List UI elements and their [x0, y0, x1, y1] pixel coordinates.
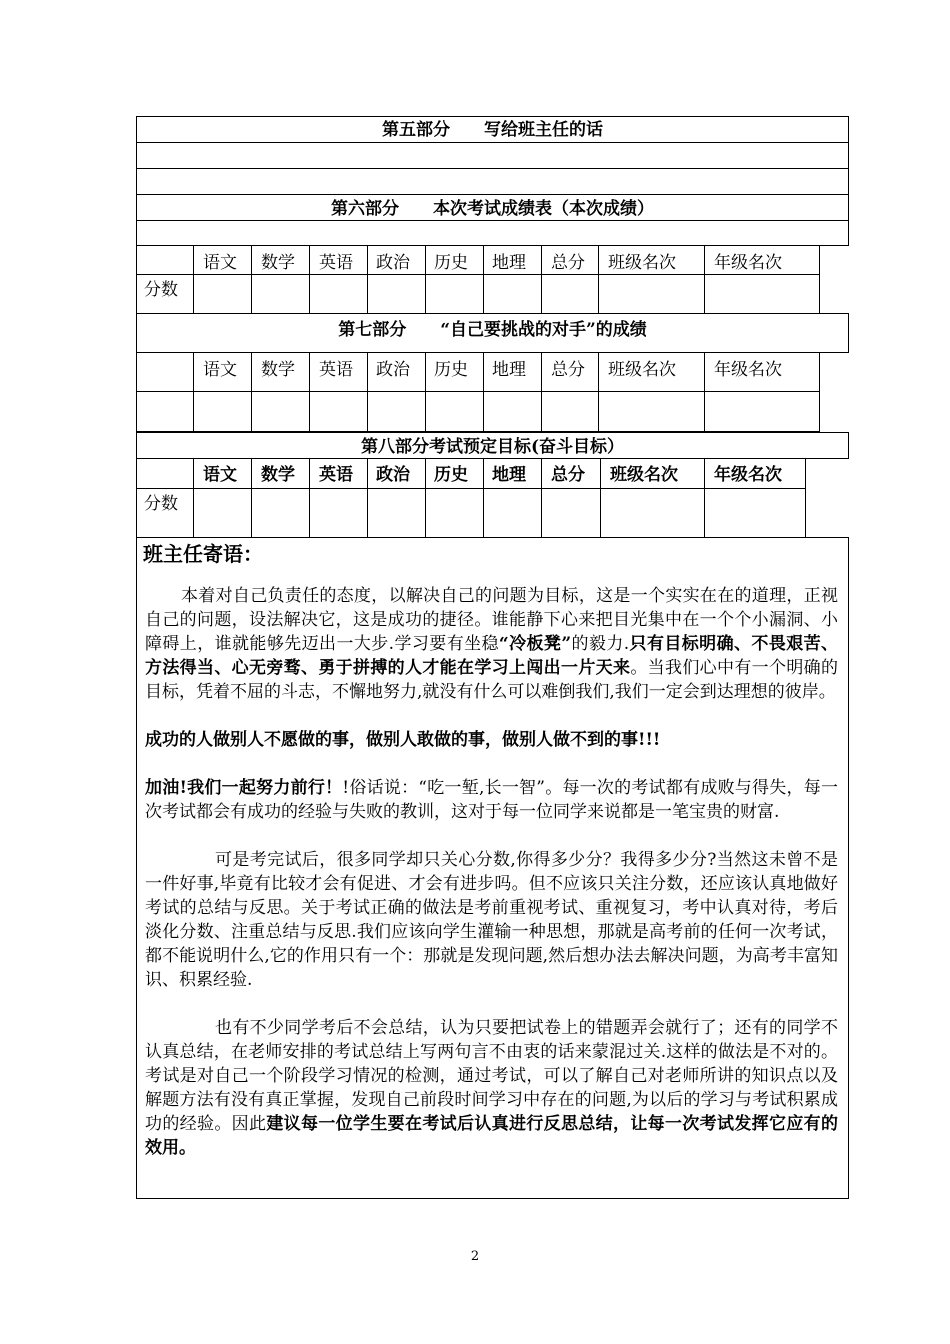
s7-subject-math: 数学 [261, 360, 295, 380]
s7-subject-chinese: 语文 [203, 360, 237, 380]
s7-subject-english: 英语 [319, 360, 353, 380]
p5-text: 也有不少同学考后不会总结，认为只要把试卷上的错题弄会就行了；还有的同学不认真总结，在老师安排的考试总结上写两句言不由衷的话来蒙混过关.这样的做法是不对的。考试是对自己一个阶段学习情况的检测，通过考试，可以了解自己对老师所讲的知识点以及解题方法有没有真正掌握，发现自己前段时间学习中存在的问题,为以后的学习与考试积累成功的经验。因此 [145, 1018, 838, 1134]
s7-subject-history: 历史 [434, 360, 468, 380]
p1-after: 的毅力. [571, 634, 630, 654]
s6-subject-geography: 地理 [492, 253, 526, 273]
s7-subject-geography: 地理 [492, 360, 526, 380]
p3-text: !俗话说：“吃一堑,长一智”。每一次的考试都有成败与得失，每一次考试都会有成功的经验与失败的教训，这对于每一位同学来说都是一笔宝贵的财富. [145, 778, 838, 822]
p1-bold-2: 只有目标明确、不畏艰苦、方法得当、心无旁骛、勇于拼搏的人才能在学习上闯出一片天来 [145, 634, 839, 678]
message-paragraph-3 [145, 776, 838, 824]
p3-bold: 加油!我们一起努力前行！ [145, 778, 343, 798]
s6-subject-politics: 政治 [376, 253, 410, 273]
s7-subject-politics: 政治 [376, 360, 410, 380]
s7-class-rank: 班级名次 [608, 360, 676, 380]
s8-subject-history: 历史 [434, 465, 468, 485]
teacher-message-box [136, 537, 849, 1199]
message-title: 班主任寄语： [143, 542, 263, 566]
s7-grade-rank: 年级名次 [714, 360, 782, 380]
section5-title: 第五部分 写给班主任的话 [382, 120, 603, 140]
section7-title: 第七部分 “自己要挑战的对手”的成绩 [338, 320, 647, 340]
s6-subject-english: 英语 [319, 253, 353, 273]
s8-subject-geography: 地理 [492, 465, 526, 485]
message-paragraph-4: 可是考完试后，很多同学却只关心分数,你得多少分？我得多少分?当然这未曾不是一件好事,毕竟有比较才会有促进、才会有进步吗。但不应该只关注分数，还应该认真地做好考试的总结与反思。关于考试正确的做法是考前重视考试、重视复习，考中认真对待，考后淡化分数、注重总结与反思.我们应该向学生灌输一种思想，那就是高考前的任何一次考试，都不能说明什么,它的作用只有一个：那就是发现问题,然后想办法去解决问题，为高考丰富知识、积累经验. [145, 850, 838, 990]
s8-subject-politics: 政治 [376, 465, 410, 485]
p1-end: 。当我们心中有一个明确的目标，凭着不屈的斗志，不懈地努力,就没有什么可以难倒我们,我们一定会到达理想的彼岸。 [145, 658, 839, 702]
s6-subject-total: 总分 [551, 253, 585, 273]
message-paragraph-1 [145, 584, 838, 704]
p1-text: 本着对自己负责任的态度，以解决自己的问题为目标，这是一个实实在在的道理，正视自己的问题，设法解决它，这是成功的捷径。谁能静下心来把目光集中在一个个小漏洞、小障碍上，谁就能够先迈出一大步.学习要有坐稳 [145, 586, 838, 654]
s8-subject-chinese: 语文 [203, 465, 237, 485]
s8-score-label: 分数 [144, 494, 178, 514]
s6-subject-chinese: 语文 [203, 253, 237, 273]
s6-class-rank: 班级名次 [608, 253, 676, 273]
message-paragraph-5 [145, 1016, 838, 1160]
page-number: 2 [470, 1249, 480, 1264]
s6-subject-history: 历史 [434, 253, 468, 273]
section6-title: 第六部分 本次考试成绩表（本次成绩） [331, 199, 654, 219]
s8-subject-english: 英语 [319, 465, 353, 485]
s8-subject-math: 数学 [261, 465, 295, 485]
p1-bold-1: “冷板凳” [498, 634, 572, 654]
s7-subject-total: 总分 [551, 360, 585, 380]
message-paragraph-2: 成功的人做别人不愿做的事，做别人敢做的事，做别人做不到的事!!! [145, 730, 661, 750]
section8-title: 第八部分考试预定目标(奋斗目标） [360, 437, 625, 457]
s6-grade-rank: 年级名次 [714, 253, 782, 273]
s8-grade-rank: 年级名次 [714, 465, 782, 485]
s6-score-label: 分数 [144, 280, 178, 300]
s8-subject-total: 总分 [551, 465, 585, 485]
p5-bold: 建议每一位学生要在考试后认真进行反思总结，让每一次考试发挥它应有的效用。 [145, 1114, 839, 1158]
s8-class-rank: 班级名次 [610, 465, 678, 485]
s6-subject-math: 数学 [261, 253, 295, 273]
